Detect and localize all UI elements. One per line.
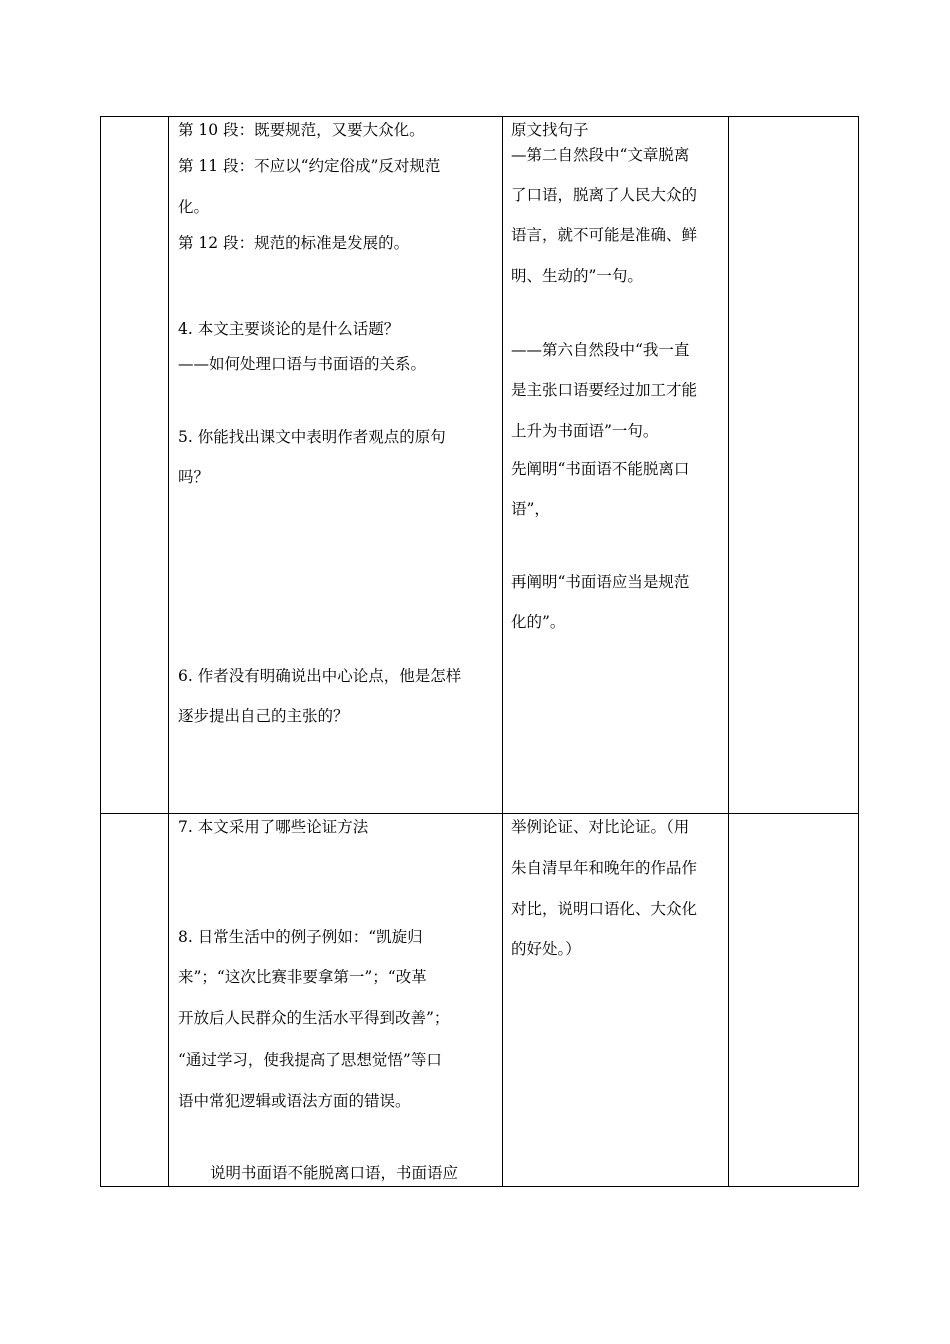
answer-4: ——如何处理口语与书面语的关系。: [178, 355, 427, 373]
answer-line: ——第六自然段中“我一直: [511, 341, 690, 359]
question-6-cont: 逐步提出自己的主张的？: [178, 707, 349, 725]
column-border: [858, 116, 859, 1187]
answer-line: 了口语，脱离了人民大众的: [511, 186, 698, 204]
column-border: [168, 116, 169, 1187]
lesson-table: [100, 116, 859, 1187]
explanation-line: 说明书面语不能脱离口语，书面语应: [210, 1164, 459, 1182]
answer-line: 的好处。）: [511, 940, 581, 958]
column-border: [502, 116, 503, 1187]
answer-line: 化的”。: [511, 613, 566, 631]
question-6: 6. 作者没有明确说出中心论点，他是怎样: [178, 667, 462, 685]
column-border: [728, 116, 729, 1187]
answer-line: 上升为书面语”一句。: [511, 422, 659, 440]
question-7: 7. 本文采用了哪些论证方法: [178, 818, 369, 836]
question-8: 8. 日常生活中的例子例如：“凯旋归: [178, 928, 423, 946]
question-8-cont: 来”；“这次比赛非要拿第一”；“改革: [178, 968, 427, 986]
paragraph-note: 第 10 段：既要规范，又要大众化。: [178, 121, 425, 139]
answer-line: 语”，: [511, 500, 550, 518]
paragraph-note: 第 11 段：不应以“约定俗成”反对规范: [178, 157, 441, 175]
paragraph-note: 第 12 段：规范的标准是发展的。: [178, 234, 410, 252]
answer-line: 原文找句子: [511, 121, 589, 139]
answer-line: 再阐明“书面语应当是规范: [511, 573, 690, 591]
column-border: [100, 116, 101, 1187]
answer-line: 是主张口语要经过加工才能: [511, 381, 698, 399]
question-5: 5. 你能找出课文中表明作者观点的原句: [178, 428, 446, 446]
answer-line: 先阐明“书面语不能脱离口: [511, 460, 690, 478]
table-border-top: [100, 116, 859, 117]
paragraph-note: 化。: [178, 198, 210, 216]
answer-line: 对比，说明口语化、大众化: [511, 900, 698, 918]
question-8-cont: “通过学习，使我提高了思想觉悟”等口: [178, 1051, 442, 1069]
question-4: 4. 本文主要谈论的是什么话题？: [178, 320, 400, 338]
answer-line: 举例论证、对比论证。（用: [511, 818, 690, 836]
row-divider: [100, 813, 859, 814]
answer-line: 语言，就不可能是准确、鲜: [511, 226, 698, 244]
question-8-cont: 开放后人民群众的生活水平得到改善”；: [178, 1009, 450, 1027]
answer-line: —第二自然段中“文章脱离: [511, 146, 690, 164]
question-5-cont: 吗？: [178, 468, 210, 486]
answer-line: 明、生动的”一句。: [511, 267, 643, 285]
answer-line: 朱自清早年和晚年的作品作: [511, 859, 698, 877]
table-border-bottom: [100, 1186, 859, 1187]
question-8-cont: 语中常犯逻辑或语法方面的错误。: [178, 1092, 411, 1110]
